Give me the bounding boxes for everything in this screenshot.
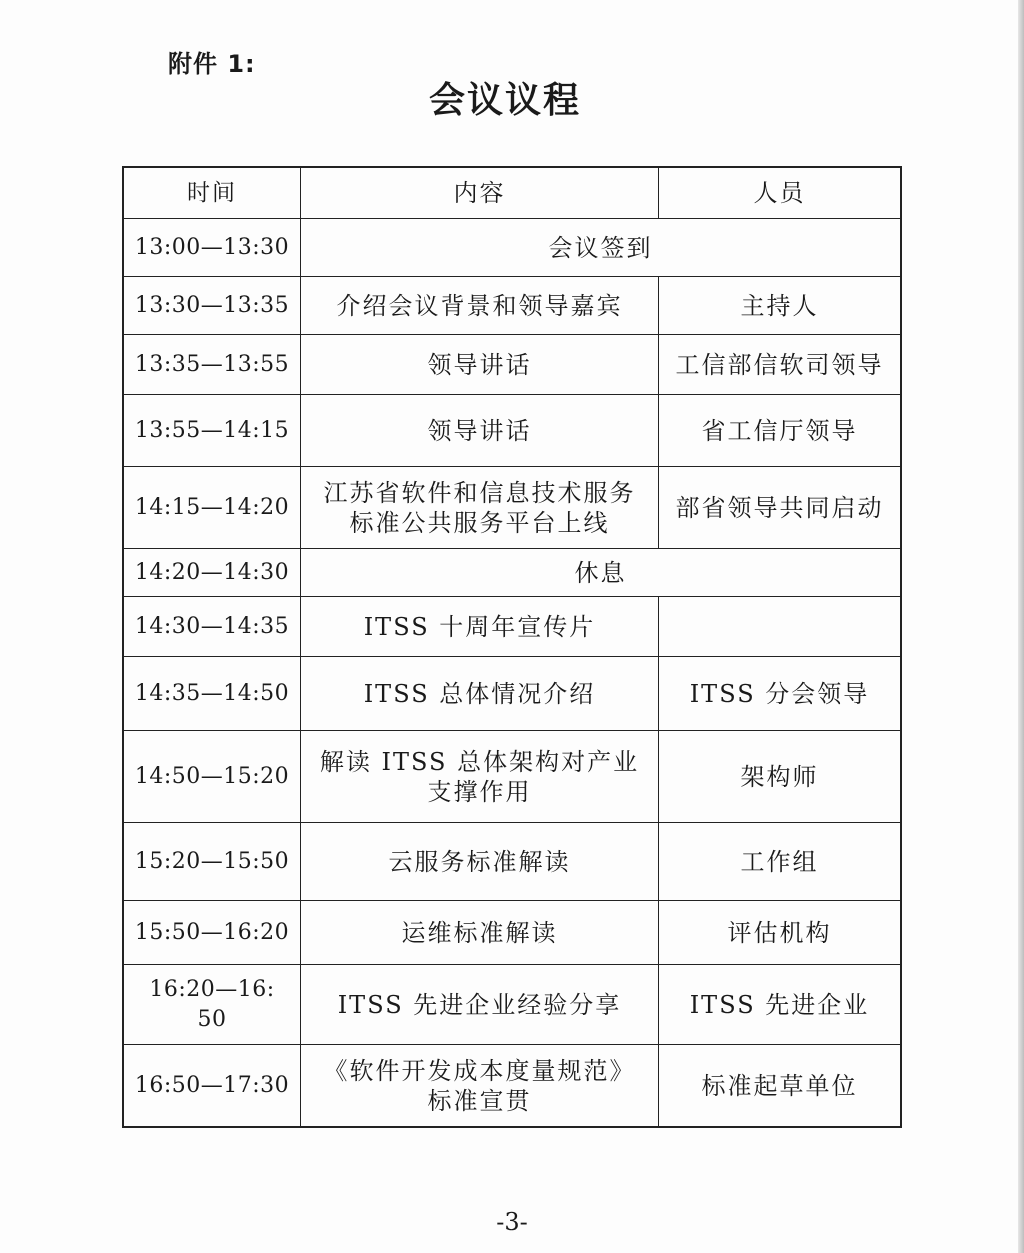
table-header-row: [124, 168, 900, 218]
row-content: 解读 ITSS 总体架构对产业支撑作用: [300, 731, 658, 822]
row-content: 江苏省软件和信息技术服务标准公共服务平台上线: [300, 467, 658, 548]
row-content: 领导讲话: [300, 335, 658, 394]
row-content: 介绍会议背景和领导嘉宾: [300, 277, 658, 334]
table-row: [124, 596, 900, 656]
row-person: 工作组: [658, 823, 900, 900]
header-content: 内容: [300, 168, 658, 218]
row-content: ITSS 十周年宣传片: [300, 597, 658, 656]
row-person: 主持人: [658, 277, 900, 334]
row-content: 云服务标准解读: [300, 823, 658, 900]
row-content: 《软件开发成本度量规范》标准宣贯: [300, 1045, 658, 1126]
row-content: 运维标准解读: [300, 901, 658, 964]
table-row: [124, 822, 900, 900]
row-content: 休息: [300, 549, 900, 596]
row-time: 13:00—13:30: [134, 234, 290, 260]
row-time: 16:20—16: 50: [149, 976, 275, 1032]
row-time: 15:50—16:20: [134, 919, 290, 945]
row-time: 14:20—14:30: [134, 559, 290, 585]
row-person: 标准起草单位: [658, 1045, 900, 1126]
row-time: 14:50—15:20: [134, 763, 290, 789]
table-row: [124, 466, 900, 548]
row-person: ITSS 分会领导: [658, 657, 900, 730]
table-row: [124, 900, 900, 964]
row-content: ITSS 先进企业经验分享: [300, 965, 658, 1044]
row-person: 评估机构: [658, 901, 900, 964]
page-title: 会议议程: [428, 80, 581, 121]
row-content: 会议签到: [300, 219, 900, 276]
table-row: [124, 276, 900, 334]
row-time: 13:55—14:15: [134, 417, 290, 443]
row-person: ITSS 先进企业: [658, 965, 900, 1044]
row-person: 工信部信软司领导: [658, 335, 900, 394]
row-time: 13:35—13:55: [134, 351, 290, 377]
row-time: 16:50—17:30: [134, 1072, 290, 1098]
table-row: [124, 964, 900, 1044]
row-time: 13:30—13:35: [134, 292, 290, 318]
header-person: 人员: [658, 168, 900, 218]
table-row: [124, 1044, 900, 1126]
table-row: [124, 656, 900, 730]
row-content: 领导讲话: [300, 395, 658, 466]
attachment-label: 附件 1:: [168, 50, 256, 78]
row-time: 14:35—14:50: [134, 680, 290, 706]
table-row: [124, 548, 900, 596]
row-content: ITSS 总体情况介绍: [300, 657, 658, 730]
row-person: 省工信厅领导: [658, 395, 900, 466]
row-person: 部省领导共同启动: [658, 467, 900, 548]
table-row: [124, 218, 900, 276]
header-time: 时间: [187, 180, 237, 206]
table-row: [124, 334, 900, 394]
page-number: -3-: [496, 1208, 528, 1236]
table-row: [124, 394, 900, 466]
row-time: 15:20—15:50: [134, 848, 290, 874]
row-time: 14:30—14:35: [134, 613, 290, 639]
table-row: [124, 730, 900, 822]
row-person: [658, 597, 900, 656]
scan-edge-shadow: [1018, 0, 1024, 1253]
row-person: 架构师: [658, 731, 900, 822]
row-time: 14:15—14:20: [134, 494, 290, 520]
agenda-table: [122, 166, 902, 1128]
